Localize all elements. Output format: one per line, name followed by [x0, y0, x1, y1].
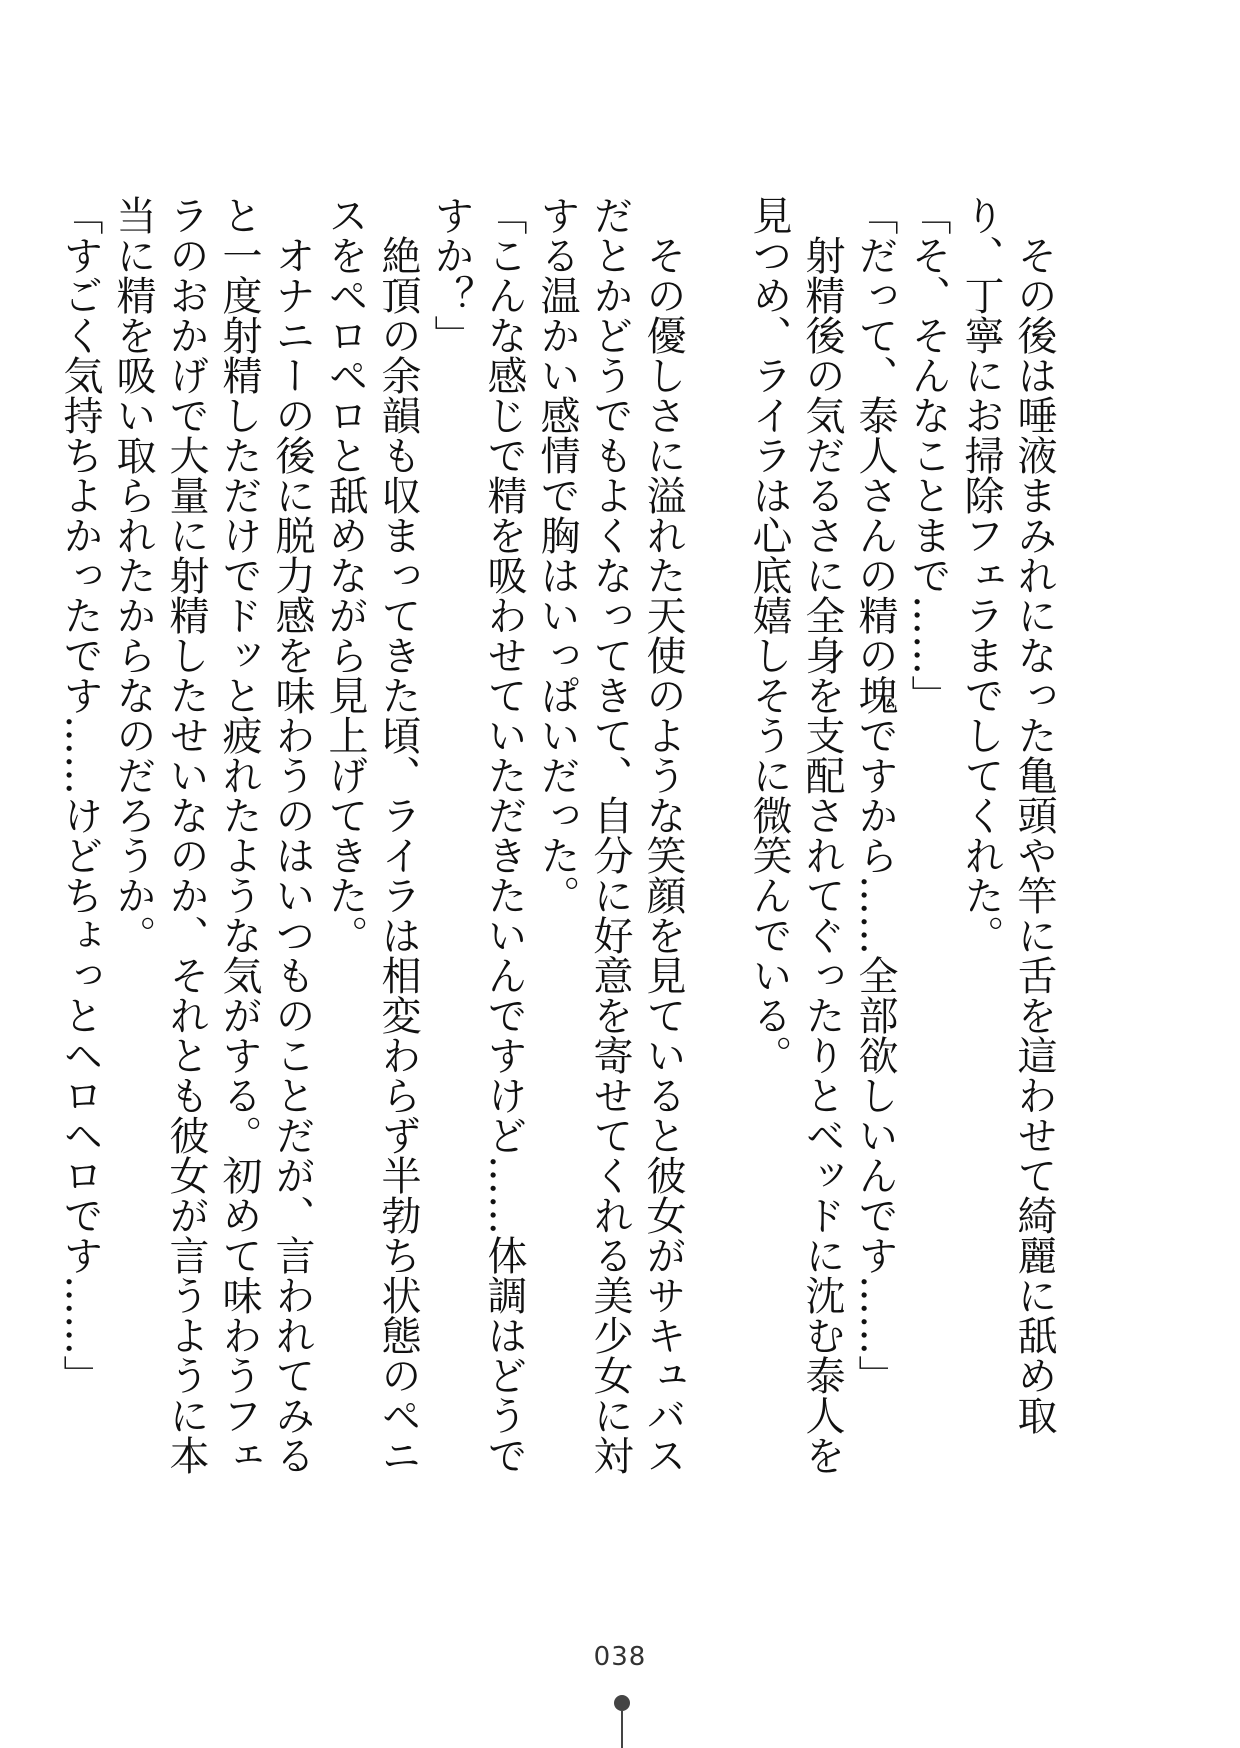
paragraph-1: その後は唾液まみれになった亀頭や竿に舌を這わせて綺麗に舐め取り、丁寧にお掃除フェラまでしてくれた。 — [958, 195, 1057, 1435]
paragraph-5: その優しさに溢れた天使のような笑顔を見ていると彼女がサキュバスだとかどうでもよくなってきて、自分に好意を寄せてくれる美少女に対する温かい感情で胸はいっぱいだった。 — [534, 195, 686, 1475]
paragraph-9: 「すごく気持ちよかったです……けどちょっとヘロヘロです……」 — [57, 195, 103, 1395]
paragraph-6: 「こんな感じで精を吸わせていただきたいんですけど……体調はどうですか？」 — [428, 195, 527, 1475]
body-text — [57, 195, 1060, 1485]
paragraph-7: 絶頂の余韻も収まってきた頃、ライラは相変わらず半勃ち状態のペニスをペロペロと舐めながら見上げてきた。 — [322, 195, 421, 1475]
page-marker-line — [621, 1711, 623, 1748]
paragraph-2: 「そ、そんなことまで……」 — [905, 195, 951, 715]
page-marker-dot-icon — [614, 1695, 630, 1711]
page-number: 038 — [593, 1642, 647, 1672]
paragraph-8: オナニーの後に脱力感を味わうのはいつものことだが、言われてみると一度射精しただけでドッと疲れたような気がする。初めて味わうフェラのおかげで大量に射精したせいなのか、それとも彼女が言うように本当に精を吸い取られたからなのだろうか。 — [110, 195, 315, 1475]
paragraph-4: 射精後の気だるさに全身を支配されてぐったりとベッドに沈む泰人を見つめ、ライラは心底嬉しそうに微笑んでいる。 — [746, 195, 845, 1475]
paragraph-3: 「だって、泰人さんの精の塊ですから……全部欲しいんです……」 — [852, 195, 898, 1395]
